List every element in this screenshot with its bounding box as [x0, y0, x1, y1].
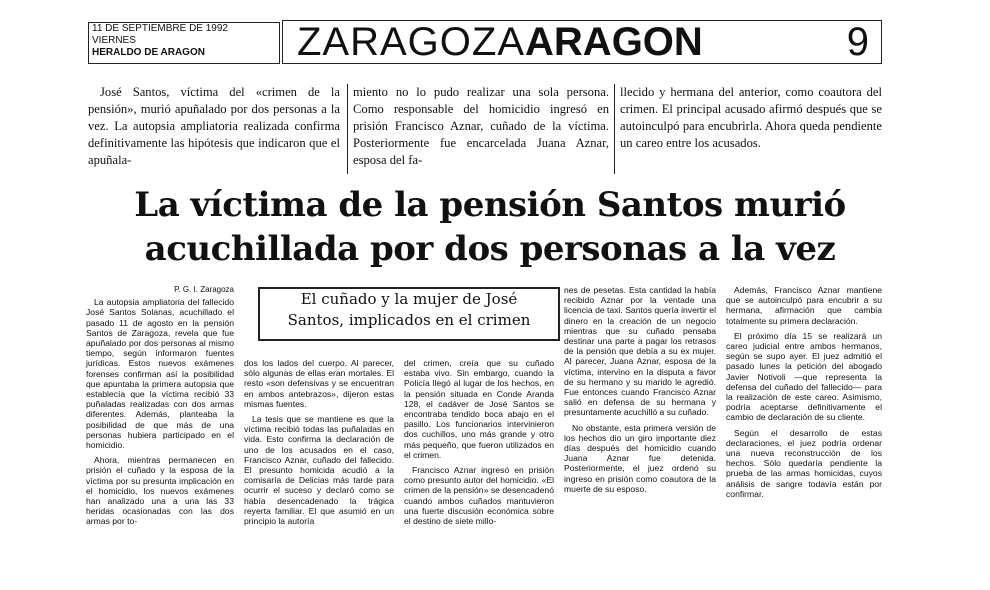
headline [80, 183, 900, 271]
headline-line-2: acuchillada por dos personas a la vez [144, 229, 836, 269]
paragraph: Según el desarrollo de estas declaraciones, el juez podría ordenar una nueva reconstrucción de los hechos. Sólo quedaría pendiente la prueba de las armas homicidas, cuyos análisis de sangre todavía están por confirmar. [726, 427, 882, 499]
intro-text-2: miento no lo pudo realizar una sola persona. Como responsable del homicidio ingresó en prisión Francisco Aznar, cuñado de la víctima. Posteriormente fue encarcelada Juana Aznar, esposa del fa- [353, 85, 609, 167]
section-masthead [282, 20, 882, 64]
paragraph: El próximo día 15 se realizará un careo judicial entre ambos hermanos, según se supo ayer. El juez admitió el pasado lunes la petición del abogado Javier Notivoli —que representa la defensa del cuñado del fallecido— para la realización de este careo. Asimismo, podría aceptarse definitivamente el cambio de declaración de su cliente. [726, 330, 882, 423]
paragraph: del crimen, creía que su cuñado estaba vivo. Sin embargo, cuando la Policía llegó al lugar de los hechos, en la pensión situada en Conde Aranda 128, el cadáver de José Santos se encontraba tendido boca abajo en el pasillo. Los funcionarios intervinieron dos cuchillos, uno más grande y otro más pequeño, que fueron utilizados en el crimen. [404, 358, 554, 460]
paragraph: No obstante, esta primera versión de los hechos dio un giro importante diez días después del homicidio cuando Juana Aznar fue detenida. Posteriormente, el juez ordenó su ingreso en prisión como coautora de la muerte de su esposo. [564, 422, 716, 494]
paragraph: Francisco Aznar ingresó en prisión como presunto autor del homicidio. «El crimen de la pensión» se desencadenó cuando ambos cuñados mantuvieron una fuerte discusión económica sobre el destino de siete millo- [404, 465, 554, 527]
paragraph: Además, Francisco Aznar mantiene que se autoinculpó para encubrir a su hermana, afirmación que cambia totalmente su primera declaración. [726, 285, 882, 326]
newspaper-name: HERALDO DE ARAGON [92, 47, 205, 58]
body-column-2 [244, 358, 394, 531]
date: 11 DE SEPTIEMBRE DE 1992 [92, 23, 228, 34]
intro-text-3: llecido y hermana del anterior, como coautora del crimen. El principal acusado afirmó después que se autoinculpó para encubrirla. Ahora queda pendiente un careo entre los acusados. [620, 85, 882, 150]
body-column-3 [404, 358, 554, 531]
intro-column-2 [353, 84, 609, 169]
headline-line-1: La víctima de la pensión Santos murió [134, 185, 846, 225]
intro-column-1 [88, 84, 340, 169]
paragraph: La tesis que se mantiene es que la víctima recibió todas las puñaladas en vida. Esto confirma la declaración de uno de los acusados en el caso, Francisco Aznar, cuñado del fallecido. El presunto homicida acudió a la comisaría de Delicias más tarde para ocurrir el suceso y declaró como se había desencadenado la trágica reyerta familiar. El que asumió en un principio la autoría [244, 414, 394, 527]
body-column-5 [726, 285, 882, 504]
column-divider [347, 84, 348, 174]
section-region: ARAGON [525, 20, 703, 64]
paragraph: Ahora, mientras permanecen en prisión el cuñado y la esposa de la víctima por su presunta implicación en el homicidio, los nuevos exámenes han analizado una a una las 33 heridas ocasionadas con las dos armas por to- [86, 455, 234, 527]
column-divider [614, 84, 615, 174]
subheadline-line-1: El cuñado y la mujer de José [300, 290, 518, 308]
byline: P. G. I. Zaragoza [174, 285, 234, 294]
intro-column-3 [620, 84, 882, 152]
paragraph: nes de pesetas. Esta cantidad la había recibido Aznar por la ventade una licencia de taxi. Santos quería invertir el dinero en la creación de un negocio mientras que su cuñado pensaba destinar una parte a pagar los retrasos de la pensión que debía a su ex mujer. Al parecer, Juana Aznar, esposa de la víctima, intervino en la disputa a favor de su hermano y su marido le agredió. Fue entonces cuando Francisco Aznar salió en defensa de su hermana y presuntamente acuchilló a su cuñado. [564, 285, 716, 418]
subheadline-box [258, 287, 560, 341]
subheadline-line-2: Santos, implicados en el crimen [287, 311, 531, 329]
paragraph: dos los lados del cuerpo. Al parecer, sólo algunas de ellas eran mortales. El resto «son defensivas y se encuentran en ambos antebrazos», dijeron estas mismas fuentes. [244, 358, 394, 409]
weekday: VIERNES [92, 35, 136, 46]
section-city: ZARAGOZA [297, 20, 526, 64]
page-number: 9 [846, 20, 869, 64]
body-column-4 [564, 285, 716, 499]
paragraph: La autopsia ampliatoria del fallecido José Santos Solanas, acuchillado el pasado 11 de agosto en la pensión Santos de Zaragoza, revela que fue apuñalado por dos personas al mismo tiempo, según informaron fuentes jurídicas. Estos nuevos exámenes forenses confirman así la posibilidad que apuntaba la primera autopsia que establecía que la víctima recibió 33 puñaladas realizadas con dos armas diferentes. Además, planteaba la posibilidad de que más de una personas hubiera participado en el homicidio. [86, 297, 234, 451]
body-column-1 [86, 285, 234, 532]
dateline-box [88, 22, 280, 64]
intro-text-1: José Santos, víctima del «crimen de la pensión», murió apuñalado por dos personas a la vez. La autopsia ampliatoria realizada confirma definitivamente las hipótesis que indicaron que el apuñala- [88, 85, 340, 167]
